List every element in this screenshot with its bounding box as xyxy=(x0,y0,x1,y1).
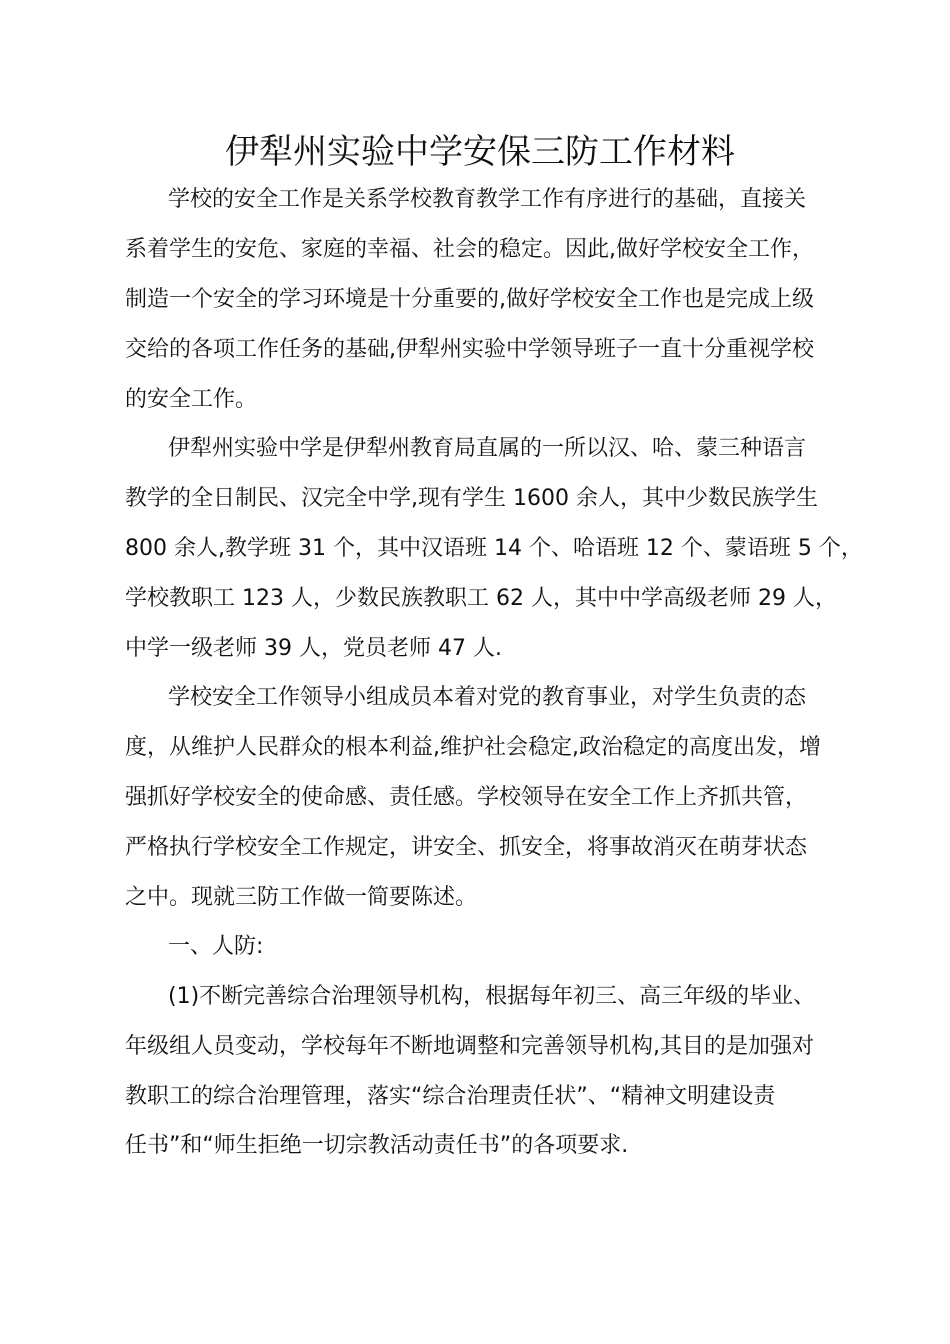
paragraph-line: 教职工的综合治理管理，落实“综合治理责任状”、“精神文明建设责 xyxy=(125,1084,776,1109)
paragraph-line: 之中。现就三防工作做一简要陈述。 xyxy=(125,885,478,910)
paragraph-line: 的安全工作。 xyxy=(125,387,258,412)
paragraph-line: 学校教职工 123 人，少数民族教职工 62 人，其中中学高级老师 29 人， xyxy=(125,586,837,611)
paragraph-line: 任书”和“师生拒绝一切宗教活动责任书”的各项要求. xyxy=(125,1133,629,1158)
paragraph-line: 800 余人,教学班 31 个，其中汉语班 14 个、哈语班 12 个、蒙语班 5 个， xyxy=(125,536,863,561)
section-heading: 一、人防: xyxy=(168,934,264,959)
paragraph-line: 教学的全日制民、汉完全中学,现有学生 1600 余人，其中少数民族学生 xyxy=(125,486,818,511)
paragraph-line: (1)不断完善综合治理领导机构，根据每年初三、高三年级的毕业、 xyxy=(168,984,816,1009)
paragraph-line: 年级组人员变动，学校每年不断地调整和完善领导机构,其目的是加强对 xyxy=(125,1034,814,1059)
paragraph-line: 中学一级老师 39 人，党员老师 47 人. xyxy=(125,636,502,661)
paragraph-line: 度，从维护人民群众的根本利益,维护社会稳定,政治稳定的高度出发，增 xyxy=(125,735,821,760)
paragraph-line: 学校的安全工作是关系学校教育教学工作有序进行的基础，直接关 xyxy=(168,187,807,212)
paragraph-line: 制造一个安全的学习环境是十分重要的,做好学校安全工作也是完成上级 xyxy=(125,287,814,312)
paragraph-line: 伊犁州实验中学是伊犁州教育局直属的一所以汉、哈、蒙三种语言 xyxy=(168,436,807,461)
document-title: 伊犁州实验中学安保三防工作材料 xyxy=(225,132,735,172)
paragraph-line: 学校安全工作领导小组成员本着对党的教育事业，对学生负责的态 xyxy=(168,685,807,710)
paragraph-line: 强抓好学校安全的使命感、责任感。学校领导在安全工作上齐抓共管， xyxy=(125,785,808,810)
paragraph-line: 严格执行学校安全工作规定，讲安全、抓安全，将事故消灭在萌芽状态 xyxy=(125,835,808,860)
paragraph-line: 系着学生的安危、家庭的幸福、社会的稳定。因此,做好学校安全工作， xyxy=(125,237,814,262)
paragraph-line: 交给的各项工作任务的基础,伊犁州实验中学领导班子一直十分重视学校 xyxy=(125,337,814,362)
